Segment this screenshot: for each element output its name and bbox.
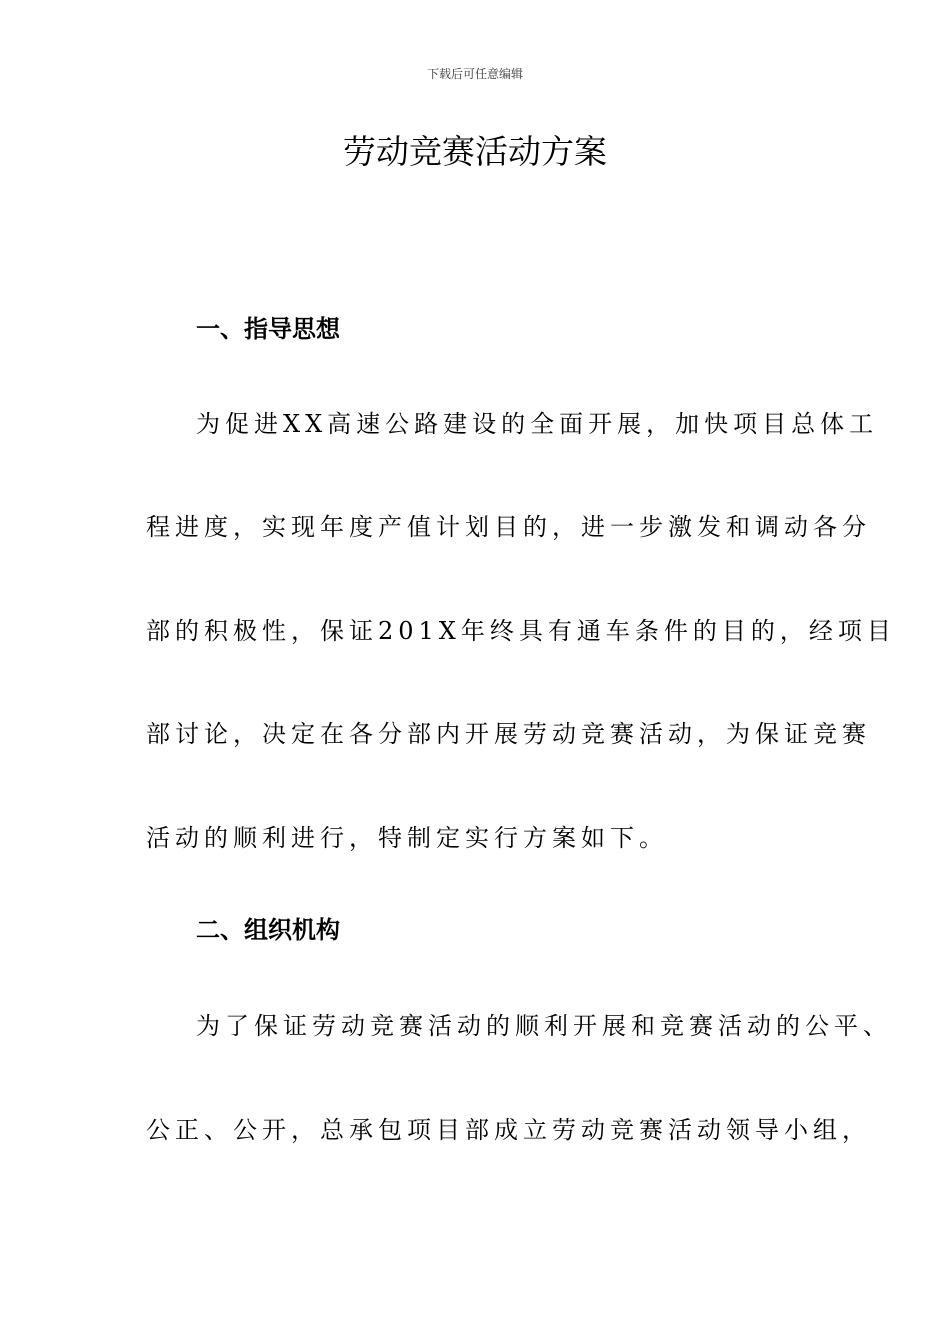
header-note: 下载后可任意编辑 [426, 67, 523, 81]
paragraph-line: 程进度，实现年度产值计划目的，进一步激发和调动各分 [146, 513, 871, 541]
section-heading-organization: 二、组织机构 [196, 916, 340, 944]
section-heading-guiding-ideology: 一、指导思想 [196, 315, 340, 343]
paragraph-line: 为促进XX高速公路建设的全面开展，加快项目总体工 [196, 410, 879, 438]
paragraph-line: 活动的顺利进行，特制定实行方案如下。 [146, 824, 668, 852]
paragraph-line: 为了保证劳动竞赛活动的顺利开展和竞赛活动的公平、 [196, 1012, 892, 1040]
paragraph-line: 部讨论，决定在各分部内开展劳动竞赛活动，为保证竞赛 [146, 720, 871, 748]
paragraph-line: 部的积极性，保证201X年终具有通车条件的目的，经项目 [146, 617, 896, 645]
document-title: 劳动竞赛活动方案 [343, 132, 607, 171]
paragraph-line: 公正、公开，总承包项目部成立劳动竞赛活动领导小组， [146, 1116, 871, 1144]
